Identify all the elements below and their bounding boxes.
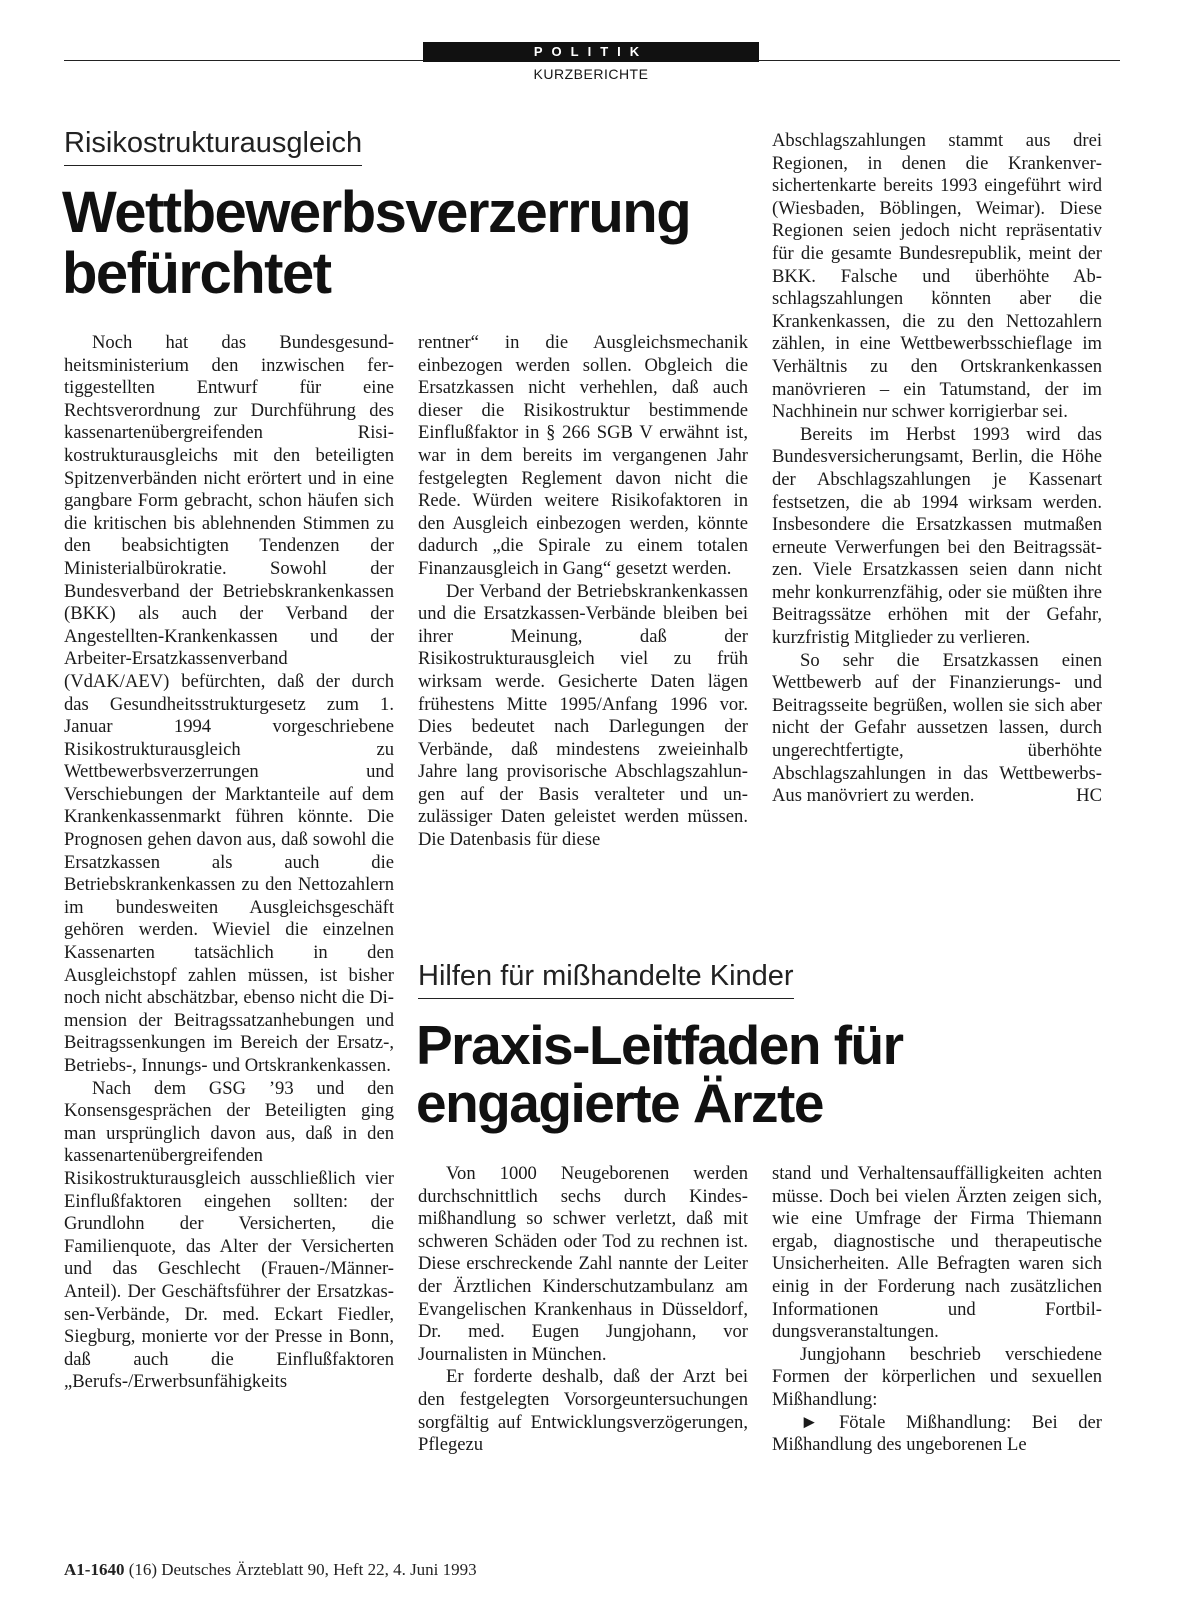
article1-headline: Wettbewerbsverzerrung befürchtet xyxy=(62,180,691,307)
article2-kicker: Hilfen für mißhandelte Kinder xyxy=(418,960,794,999)
section-label: POLITIK xyxy=(423,42,759,62)
article1-paragraph: Bereits im Herbst 1993 wird das Bundesversicherungsamt, Berlin, die Höhe der Abschlagszahlungen je Kassenart festsetzen, die ab 1994 wirksam werden. Insbesondere die Ersatzkassen mutmaßen erneute Verwerfungen bei den Beitragssätzen. Viele Ersatzkassen seien dann nicht mehr konkurrenzfähig, oder sie müßten ihre Beitragssätze erhöhen mit der Gefahr, kurzfristig Mitglieder zu verlieren. xyxy=(772,423,1102,649)
article1-paragraph: Abschlagszahlungen stammt aus drei Regionen, in denen die Krankenversichertenkarte bereits 1993 eingeführt wird (Wiesbaden, Böblingen, Weimar). Diese Regionen seien jedoch nicht repräsentativ für die gesamte Bundesrepublik, meint der BKK. Falsche und überhöhte Abschlagszahlungen könnten aber die Krankenkassen, die zu den Nettozahlern zählen, in eine Wettbewerbsschieflage im Verhältnis zu den Ortskrankenkassen manövrieren – ein Tatumstand, der im Nachhinein nur schwer korrigierbar sei. xyxy=(772,130,1102,423)
issue-info: (16) Deutsches Ärzteblatt 90, Heft 22, 4. Juni 1993 xyxy=(128,1560,477,1579)
article1-column-2 xyxy=(418,332,748,852)
article1-column-3 xyxy=(772,130,1102,808)
article1-paragraph xyxy=(772,650,1102,808)
article1-paragraph: Der Verband der Betriebskrankenkassen und die Ersatzkassen-Verbände bleiben bei ihrer Meinung, daß der Risikostrukturausgleich viel zu früh wirksam werde. Gesicherte Daten lägen frühestens Mitte 1995/Anfang 1996 vor. Dies bedeutet nach Darlegungen der Verbände, daß mindestens zweieinhalb Jahre lang provisorische Abschlagszahlungen auf der Basis veralteter und unzulässiger Daten geleistet werden müssen. Die Datenbasis für diese xyxy=(418,580,748,851)
article2-column-2 xyxy=(772,1163,1102,1457)
article2-paragraph: Er forderte deshalb, daß der Arzt bei den festgelegten Vorsorgeuntersuchungen sorgfältig auf Entwicklungsverzögerungen, Pflegezu xyxy=(418,1366,748,1456)
article1-paragraph: Noch hat das Bundesgesundheitsministerium den inzwischen fertiggestellten Entwurf für eine Rechtsverordnung zur Durchführung des kassenartenübergreifenden Risikostrukturausgleichs mit den beteiligten Spitzenverbänden nicht erörtert und in eine gangbare Form gebracht, schon häufen sich die kritischen bis ablehnenden Stimmen zu den beabsichtigten Tendenzen der Ministerialbürokratie. Sowohl der Bundesverband der Betriebskrankenkassen (BKK) als auch der Verband der Angestellten-Krankenkassen und der Arbeiter-Ersatzkassenverband (VdAK/AEV) befürchten, daß der durch das Gesundheitsstrukturgesetz zum 1. Januar 1994 vorgeschriebene Risikostrukturausgleich zu Wettbewerbsverzerrungen und Verschiebungen der Marktanteile auf dem Krankenkassenmarkt führen könnte. Die Prognosen gehen davon aus, daß sowohl die Ersatzkassen als auch die Betriebskrankenkassen zu den Nettozahlern im bundesweiten Ausgleichsgeschäft gehören werden. Wieviel die einzelnen Kassenarten tatsächlich in den Ausgleichstopf zahlen müssen, ist bisher noch nicht abschätzbar, ebenso nicht die Dimension der Beitragssatzanhebungen und Beitragssenkungen im Bereich der Ersatz-, Betriebs-, Innungs- und Ortskrankenkassen. xyxy=(64,332,394,1076)
article2-paragraph: Jungjohann beschrieb verschiedene Formen der körperlichen und sexuellen Mißhandlung: xyxy=(772,1343,1102,1410)
article1-paragraph: Nach dem GSG ’93 und den Konsensgesprächen der Beteiligten ging man ursprünglich davon aus, daß in den kassenartenübergreifenden Risikostrukturausgleich ausschließlich vier Einflußfaktoren eingehen sollten: der Grundlohn der Versicherten, die Familienquote, das Alter der Versicherten und das Geschlecht (Frauen-/Männer-Anteil). Der Geschäftsführer der Ersatzkassen-Verbände, Dr. med. Eckart Fiedler, Siegburg, monierte vor der Presse in Bonn, daß auch die Einflußfaktoren „Berufs-/Erwerbsunfähigkeits xyxy=(64,1077,394,1393)
author-signature: HC xyxy=(1076,785,1102,807)
subsection-label: KURZBERICHTE xyxy=(533,66,649,82)
article2-headline: Praxis-Leitfaden für engagierte Ärzte xyxy=(416,1014,903,1135)
article2-paragraph: stand und Verhaltensauffälligkeiten achten müsse. Doch bei vielen Ärzten zeigen sich, wie eine Umfrage der Firma Thiemann ergab, diagnostische und therapeutische Unsicherheiten. Alle Befragten waren sich einig in der Forderung nach zusätzlichen Informationen und Fortbildungsveranstaltungen. xyxy=(772,1163,1102,1343)
article1-column-1 xyxy=(64,332,394,1394)
article2-paragraph: ► Fötale Mißhandlung: Bei der Mißhandlung des ungeborenen Le xyxy=(772,1411,1102,1456)
article1-last-text: So sehr die Ersatzkassen einen Wettbewerb auf der Finanzierungs- und Beitragsseite begrüßen, wollen sie sich aber nicht der Gefahr aussetzen lassen, durch ungerechtfertigte, überhöhte Abschlagszahlungen in das Wettbewerbs-Aus manövriert zu werden. xyxy=(772,649,1102,807)
article2-column-1 xyxy=(418,1163,748,1457)
page-number: A1-1640 xyxy=(64,1560,125,1579)
article1-kicker: Risikostrukturausgleich xyxy=(64,127,362,166)
page-footer xyxy=(64,1560,477,1580)
article1-paragraph: rentner“ in die Ausgleichsmechanik einbezogen werden sollen. Obgleich die Ersatzkassen nicht verhehlen, daß auch dieser die Risikostruktur bestimmende Einflußfaktor in § 266 SGB V erwähnt ist, war in dem bereits im vergangenen Jahr festgelegten Reglement davon nicht die Rede. Würden weitere Risikofaktoren in den Ausgleich einbezogen werden, könnte dadurch „die Spirale zu einem totalen Finanzausgleich in Gang“ gesetzt werden. xyxy=(418,332,748,579)
article2-paragraph: Von 1000 Neugeborenen werden durchschnittlich sechs durch Kindesmißhandlung so schwer verletzt, daß mit schweren Schäden oder Tod zu rechnen ist. Diese erschreckende Zahl nannte der Leiter der Ärztlichen Kinderschutzambulanz am Evangelischen Krankenhaus in Düsseldorf, Dr. med. Eugen Jungjohann, vor Journalisten in München. xyxy=(418,1163,748,1365)
